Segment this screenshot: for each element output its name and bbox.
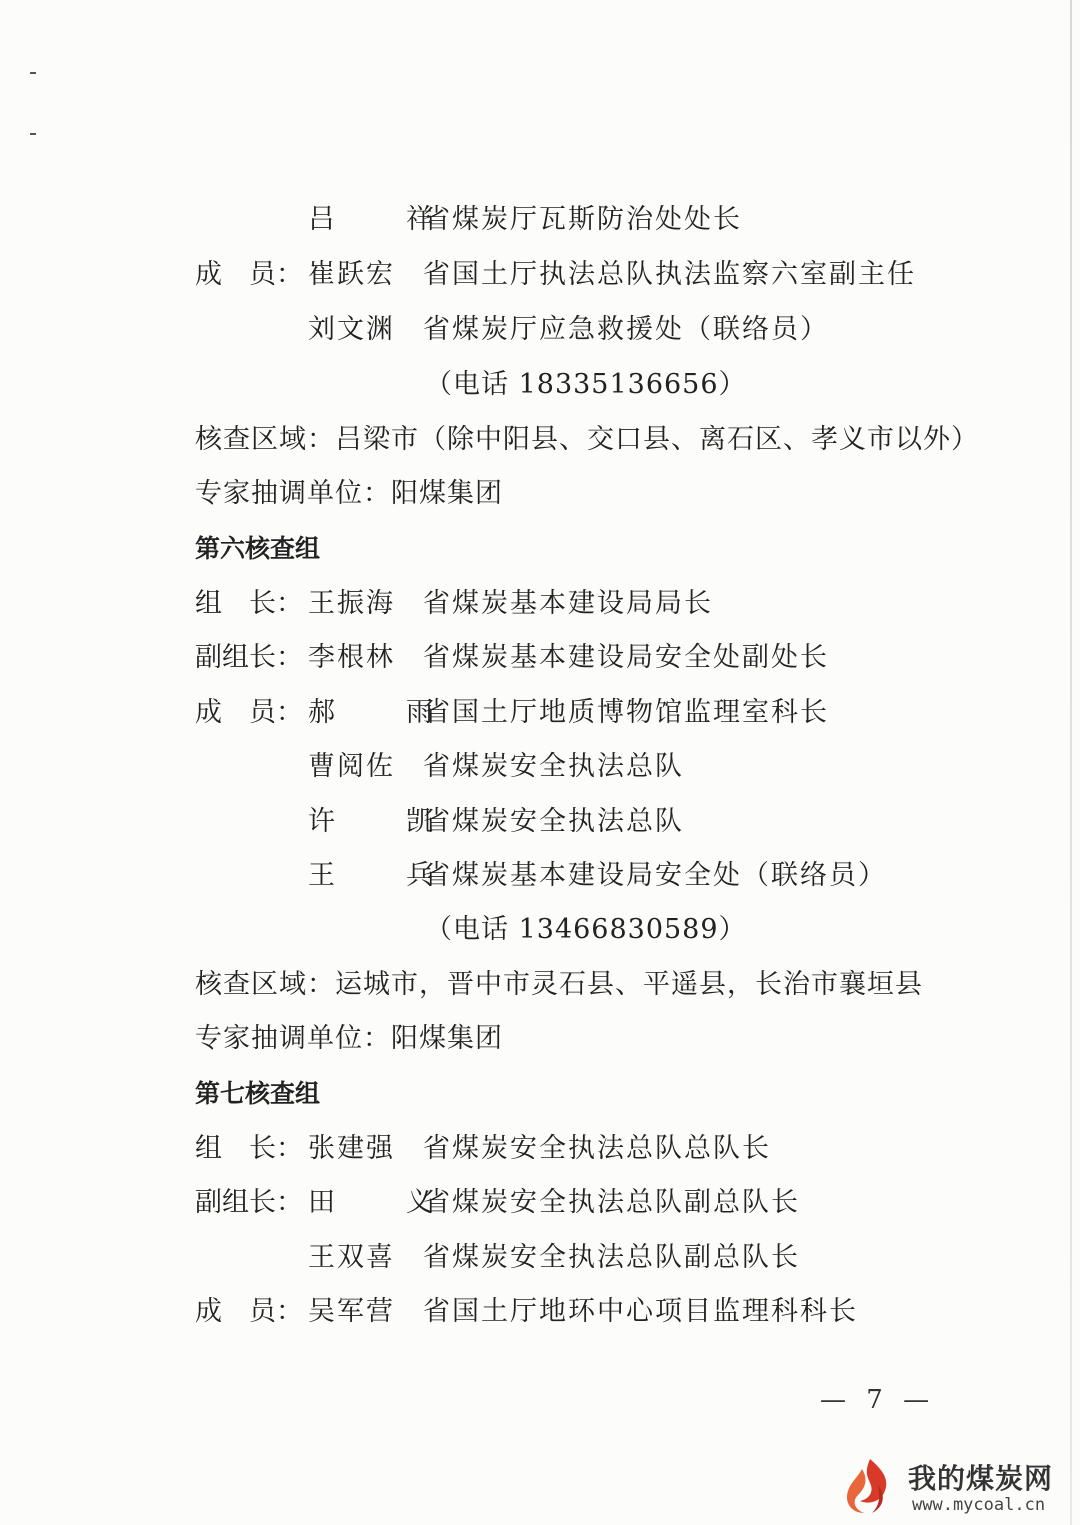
member-name: 王双喜	[308, 1242, 395, 1273]
member-role: 副组长：	[195, 642, 303, 673]
watermark-site-name: 我的煤炭网	[908, 1462, 1054, 1495]
scan-speck	[30, 72, 36, 74]
member-line	[0, 693, 1080, 733]
member-name: 田 义	[308, 1187, 455, 1218]
member-title: 省煤炭安全执法总队	[423, 751, 684, 782]
member-name: 王振海	[308, 588, 395, 619]
member-name: 吕 祥	[308, 204, 455, 235]
scan-speck	[30, 133, 36, 135]
member-line	[0, 200, 1080, 240]
member-name: 曹阅佐	[308, 751, 395, 782]
page-number: — 7 —	[820, 1385, 936, 1415]
member-title: 省煤炭安全执法总队副总队长	[423, 1187, 800, 1218]
phone-line	[0, 365, 1080, 405]
phone-line	[0, 910, 1080, 950]
expert-unit: 专家抽调单位：阳煤集团	[195, 1023, 503, 1054]
member-role: 组 长：	[195, 588, 303, 619]
group-heading-line	[0, 1074, 1080, 1114]
member-name: 崔跃宏	[308, 259, 395, 290]
group-heading-line	[0, 529, 1080, 569]
group-heading: 第七核查组	[195, 1079, 321, 1108]
region-line	[0, 420, 1080, 460]
watermark-url: www.mycoal.cn	[912, 1495, 1046, 1515]
contact-phone: （电话 18335136656）	[425, 369, 747, 400]
member-line	[0, 802, 1080, 842]
member-line	[0, 255, 1080, 295]
member-role: 成 员：	[195, 259, 303, 290]
member-line	[0, 584, 1080, 624]
watermark-logo	[840, 1455, 1070, 1520]
member-title: 省煤炭安全执法总队副总队长	[423, 1242, 800, 1273]
member-role: 组 长：	[195, 1133, 303, 1164]
group-heading: 第六核查组	[195, 534, 321, 563]
member-title: 省煤炭安全执法总队总队长	[423, 1133, 771, 1164]
flame-icon	[840, 1455, 904, 1517]
member-line	[0, 856, 1080, 896]
member-line	[0, 310, 1080, 350]
member-line	[0, 1238, 1080, 1278]
member-name: 吴军营	[308, 1296, 395, 1327]
member-line	[0, 1129, 1080, 1169]
member-name: 王 兵	[308, 860, 455, 891]
member-title: 省国土厅地质博物馆监理室科长	[423, 697, 829, 728]
member-title: 省煤炭厅瓦斯防治处处长	[423, 204, 742, 235]
member-title: 省煤炭基本建设局安全处副处长	[423, 642, 829, 673]
member-line	[0, 747, 1080, 787]
member-line	[0, 1292, 1080, 1332]
member-name: 郝 雨	[308, 697, 455, 728]
expert-unit: 专家抽调单位：阳煤集团	[195, 478, 503, 509]
member-role: 副组长：	[195, 1187, 303, 1218]
member-role: 成 员：	[195, 697, 303, 728]
member-title: 省国土厅地环中心项目监理科科长	[423, 1296, 858, 1327]
member-title: 省煤炭基本建设局安全处（联络员）	[423, 860, 887, 891]
member-line	[0, 1183, 1080, 1223]
member-title: 省煤炭安全执法总队	[423, 806, 684, 837]
contact-phone: （电话 13466830589）	[425, 914, 747, 945]
expert-line	[0, 1019, 1080, 1059]
member-title: 省煤炭基本建设局局长	[423, 588, 713, 619]
member-name: 刘文渊	[308, 314, 395, 345]
member-name: 李根林	[308, 642, 395, 673]
member-name: 许 凯	[308, 806, 455, 837]
expert-line	[0, 474, 1080, 514]
member-name: 张建强	[308, 1133, 395, 1164]
member-title: 省国土厅执法总队执法监察六室副主任	[423, 259, 916, 290]
member-role: 成 员：	[195, 1296, 303, 1327]
member-line	[0, 638, 1080, 678]
inspection-region: 核查区域：运城市，晋中市灵石县、平遥县，长治市襄垣县	[195, 969, 923, 1000]
inspection-region: 核查区域：吕梁市（除中阳县、交口县、离石区、孝义市以外）	[195, 424, 979, 455]
region-line	[0, 965, 1080, 1005]
member-title: 省煤炭厅应急救援处（联络员）	[423, 314, 829, 345]
